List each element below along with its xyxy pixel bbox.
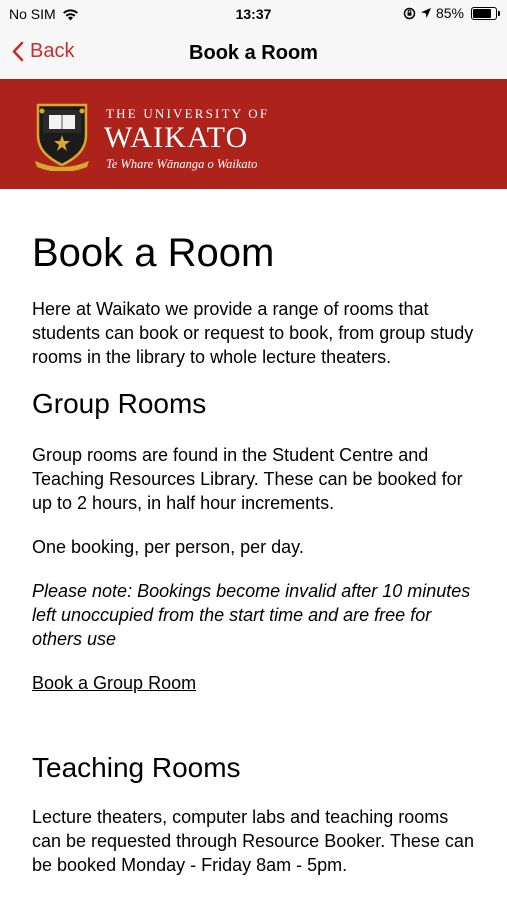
university-banner xyxy=(0,79,507,189)
teaching-rooms-heading: Teaching Rooms xyxy=(32,752,241,783)
banner-line1: THE UNIVERSITY OF xyxy=(106,106,270,121)
book-group-room-link[interactable]: Book a Group Room xyxy=(32,673,197,693)
battery-percent: 85% xyxy=(435,5,464,21)
booking-limit-text: One booking, per person, per day. xyxy=(32,537,304,557)
banner-maori-name: Te Whare Wānanga o Waikato xyxy=(106,157,258,171)
group-rooms-heading: Group Rooms xyxy=(32,388,207,419)
teaching-rooms-description: Lecture theaters, computer labs and teaching rooms can be requested through Resource Booker. These can be booked Monday - Friday 8am - 5pm. xyxy=(32,807,474,875)
status-right xyxy=(403,5,497,21)
status-time: 13:37 xyxy=(235,6,272,22)
intro-text: Here at Waikato we provide a range of rooms that students can book or request to book, from group study rooms in the library to whole lecture theaters. xyxy=(32,299,474,367)
page-title: Book a Room xyxy=(32,231,275,275)
university-crest-logo xyxy=(33,101,91,171)
battery-level xyxy=(473,9,491,18)
battery-icon xyxy=(471,7,497,20)
group-rooms-description: Group rooms are found in the Student Centre and Teaching Resources Library. These can be booked for up to 2 hours, in half hour increments. xyxy=(32,445,463,513)
orientation-lock-icon xyxy=(403,7,416,20)
back-label: Back xyxy=(30,40,75,62)
carrier-label: No SIM xyxy=(9,6,56,22)
nav-title: Book a Room xyxy=(189,42,318,64)
location-arrow-icon xyxy=(420,7,432,19)
main-content xyxy=(32,189,482,877)
navigation-bar xyxy=(0,28,507,79)
status-bar xyxy=(0,0,507,28)
banner-university-name: WAIKATO xyxy=(104,121,249,154)
booking-note: Please note: Bookings become invalid after 10 minutes left unoccupied from the start time and are free for others use xyxy=(32,581,471,649)
